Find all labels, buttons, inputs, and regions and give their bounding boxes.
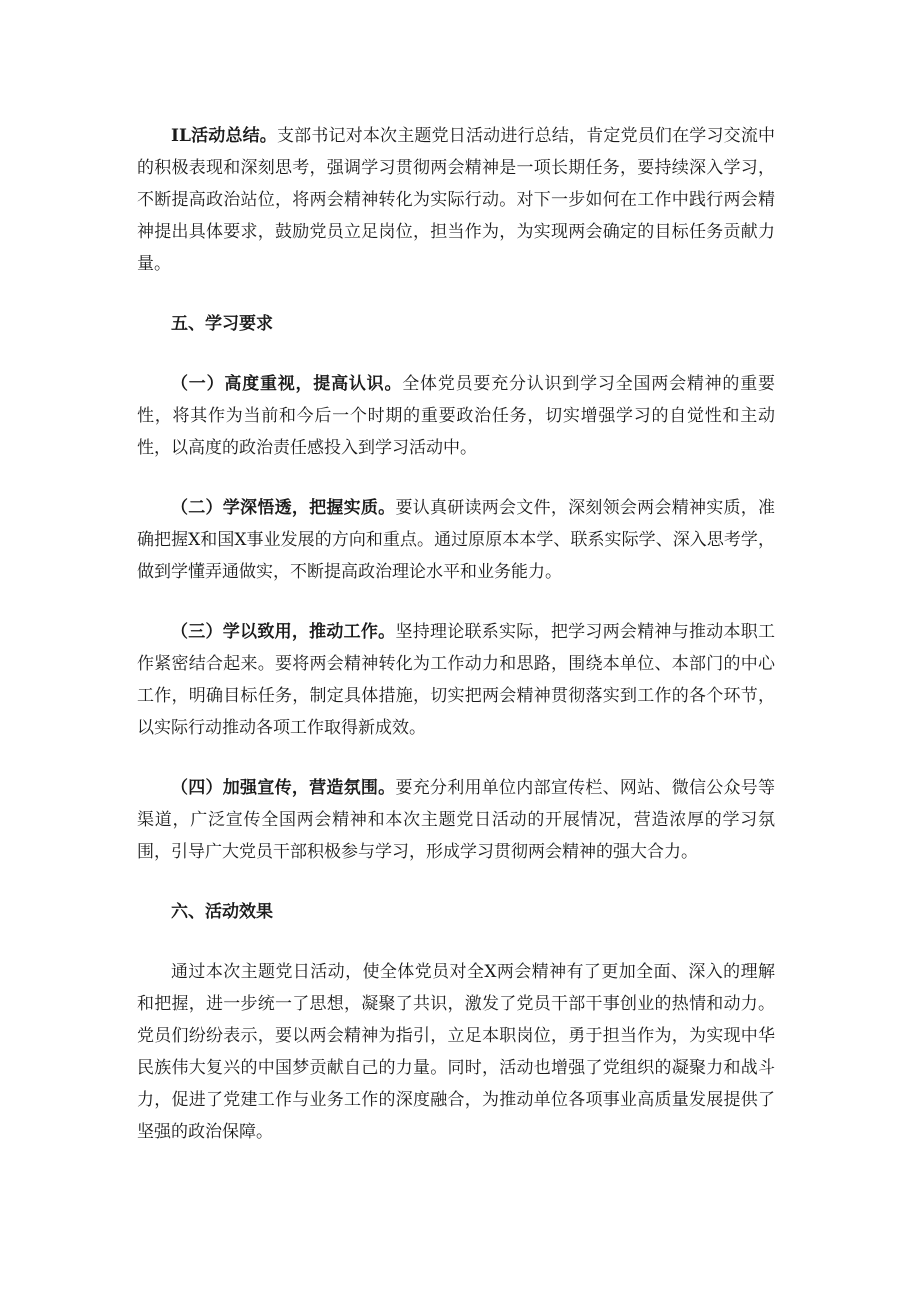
- paragraph-lead: IL活动总结。: [171, 126, 277, 146]
- requirement-lead: （二）学深悟透，把握实质。: [171, 498, 396, 518]
- requirement-lead: （四）加强宣传，营造氛围。: [171, 778, 396, 798]
- paragraph-body: 支部书记对本次主题党日活动进行总结，肯定党员们在学习交流中的积极表现和深刻思考，强调学习贯彻两会精神是一项长期任务，要持续深入学习，不断提高政治站位，将两会精神转化为实际行动。对下一步如何在工作中践行两会精神提出具体要求，鼓励党员立足岗位，担当作为，为实现两会确定的目标任务贡献力量。: [137, 126, 776, 274]
- paragraph-activity-effect: 通过本次主题党日活动，使全体党员对全X两会精神有了更加全面、深入的理解和把握，进一步统一了思想，凝聚了共识，激发了党员干部干事创业的热情和动力。党员们纷纷表示，要以两会精神为指引，立足本职岗位，勇于担当作为，为实现中华民族伟大复兴的中国梦贡献自己的力量。同时，活动也增强了党组织的凝聚力和战斗力，促进了党建工作与业务工作的深度融合，为推动单位各项事业高质量发展提供了坚强的政治保障。: [137, 962, 775, 1142]
- requirement-body: 要认真研读两会文件，深刻领会两会精神实质，准确把握X和国X事业发展的方向和重点。通过原原本本学、联系实际学、深入思考学，做到学懂弄通做实，不断提高政治理论水平和业务能力。: [137, 498, 776, 582]
- requirement-body: 要充分利用单位内部宣传栏、网站、微信公众号等渠道，广泛宣传全国两会精神和本次主题党日活动的开展情况，营造浓厚的学习氛围，引导广大党员干部积极参与学习，形成学习贯彻两会精神的强大合力。: [137, 778, 776, 862]
- section-heading-activity-effect: 六、活动效果: [171, 902, 273, 922]
- requirement-body: 坚持理论联系实际，把学习两会精神与推动本职工作紧密结合起来。要将两会精神转化为工作动力和思路，围绕本单位、本部门的中心工作，明确目标任务，制定具体措施，切实把两会精神贯彻落实到工作的各个环节，以实际行动推动各项工作取得新成效。: [137, 622, 776, 738]
- section-heading-study-requirements: 五、学习要求: [171, 314, 273, 334]
- requirement-item-1: [137, 368, 775, 464]
- requirement-item-3: [137, 616, 775, 744]
- requirement-lead: （一）高度重视，提高认识。: [171, 374, 403, 394]
- paragraph-activity-summary: [137, 120, 775, 280]
- requirement-body: 全体党员要充分认识到学习全国两会精神的重要性，将其作为当前和今后一个时期的重要政治任务，切实增强学习的自觉性和主动性，以高度的政治责任感投入到学习活动中。: [137, 374, 776, 458]
- requirement-lead: （三）学以致用，推动工作。: [171, 622, 396, 642]
- requirement-item-4: [137, 772, 775, 868]
- requirement-item-2: [137, 492, 775, 588]
